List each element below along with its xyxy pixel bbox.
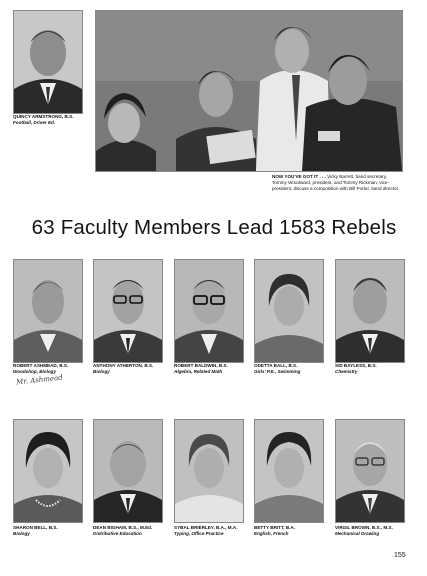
caption-brown: [335, 525, 393, 536]
faculty-subjects: Football, Driver Ed.: [13, 119, 56, 125]
caption-bayless: [335, 363, 377, 374]
portrait-baldwin: [174, 259, 244, 363]
portrait-atherton: [93, 259, 163, 363]
faculty-name: ODETTA BALL, B.S.: [254, 363, 298, 368]
caption-armstrong: [13, 114, 74, 125]
faculty-name: SID BAYLESS, B.S.: [335, 363, 377, 368]
portrait-ball: [254, 259, 324, 363]
faculty-name: ANTHONY ATHERTON, B.S.: [93, 363, 154, 368]
portrait-image: [336, 260, 404, 362]
caption-ball: [254, 363, 300, 374]
handwritten-signature: Mr. Ashmead: [15, 373, 64, 387]
portrait-image: [14, 260, 82, 362]
faculty-subjects: Algebra, Related Math: [174, 368, 223, 374]
portrait-image: [255, 420, 323, 522]
portrait-image: [14, 420, 82, 522]
faculty-subjects: Biology: [93, 368, 110, 374]
caption-bigham: [93, 525, 152, 536]
faculty-subjects: Mechanical Drawing: [335, 530, 380, 536]
caption-brierley: [174, 525, 237, 536]
page-headline: 63 Faculty Members Lead 1583 Rebels: [31, 216, 397, 239]
portrait-armstrong: [13, 10, 83, 114]
caption-atherton: [93, 363, 153, 374]
portrait-britt: [254, 419, 324, 523]
faculty-name: BETTY BRITT, B.A.: [254, 525, 296, 530]
portrait-brierley: [174, 419, 244, 523]
faculty-subjects: Typing, Office Practice: [174, 530, 224, 536]
group-photo-caption: [272, 174, 402, 193]
faculty-subjects: Distributive Education: [93, 530, 142, 536]
portrait-bell: [13, 419, 83, 523]
faculty-subjects: Girls' P.E., Swimming: [254, 368, 301, 374]
portrait-image: [94, 260, 162, 362]
portrait-bayless: [335, 259, 405, 363]
portrait-bigham: [93, 419, 163, 523]
portrait-image: [94, 420, 162, 522]
portrait-image: [175, 420, 243, 522]
faculty-subjects: Biology: [13, 530, 30, 536]
caption-bell: [13, 525, 58, 536]
portrait-image: [175, 260, 243, 362]
faculty-name: ROBERT ASHMEAD, B.S.: [13, 363, 69, 368]
faculty-subjects: Woodshop, Biology: [13, 368, 57, 374]
portrait-brown: [335, 419, 405, 523]
caption-baldwin: [174, 363, 228, 374]
group-photo: [95, 10, 403, 172]
portrait-image: [255, 260, 323, 362]
portrait-image: [336, 420, 404, 522]
faculty-name: VIRGIL BROWN, B.S., M.S.: [335, 525, 393, 530]
caption-body: Vicky Barrett, band secretary, Tommy Woodward, president, and Tommy Rickman, vice-president, discuss a composition with Bill Porter, band director.: [272, 174, 400, 192]
faculty-subjects: English, French: [254, 530, 289, 536]
caption-britt: [254, 525, 295, 536]
portrait-image: [14, 11, 82, 113]
group-photo-image: [96, 11, 402, 171]
page-number: 155: [394, 552, 406, 559]
faculty-name: ROBERT BALDWIN, B.S.: [174, 363, 228, 368]
faculty-name: SYBAL BRIERLEY, B.A., M.A.: [174, 525, 238, 530]
faculty-name: SHARON BELL, B.S.: [13, 525, 58, 530]
caption-ashmead: [13, 363, 68, 374]
faculty-subjects: Chemistry: [335, 368, 358, 374]
faculty-name: QUINCY ARMSTRONG, B.S.: [13, 114, 74, 119]
portrait-ashmead: [13, 259, 83, 363]
faculty-name: DEAN BIGHAM, B.S., M.Ed.: [93, 525, 153, 530]
caption-lead: NOW YOU'VE GOT IT . . .: [272, 174, 326, 179]
